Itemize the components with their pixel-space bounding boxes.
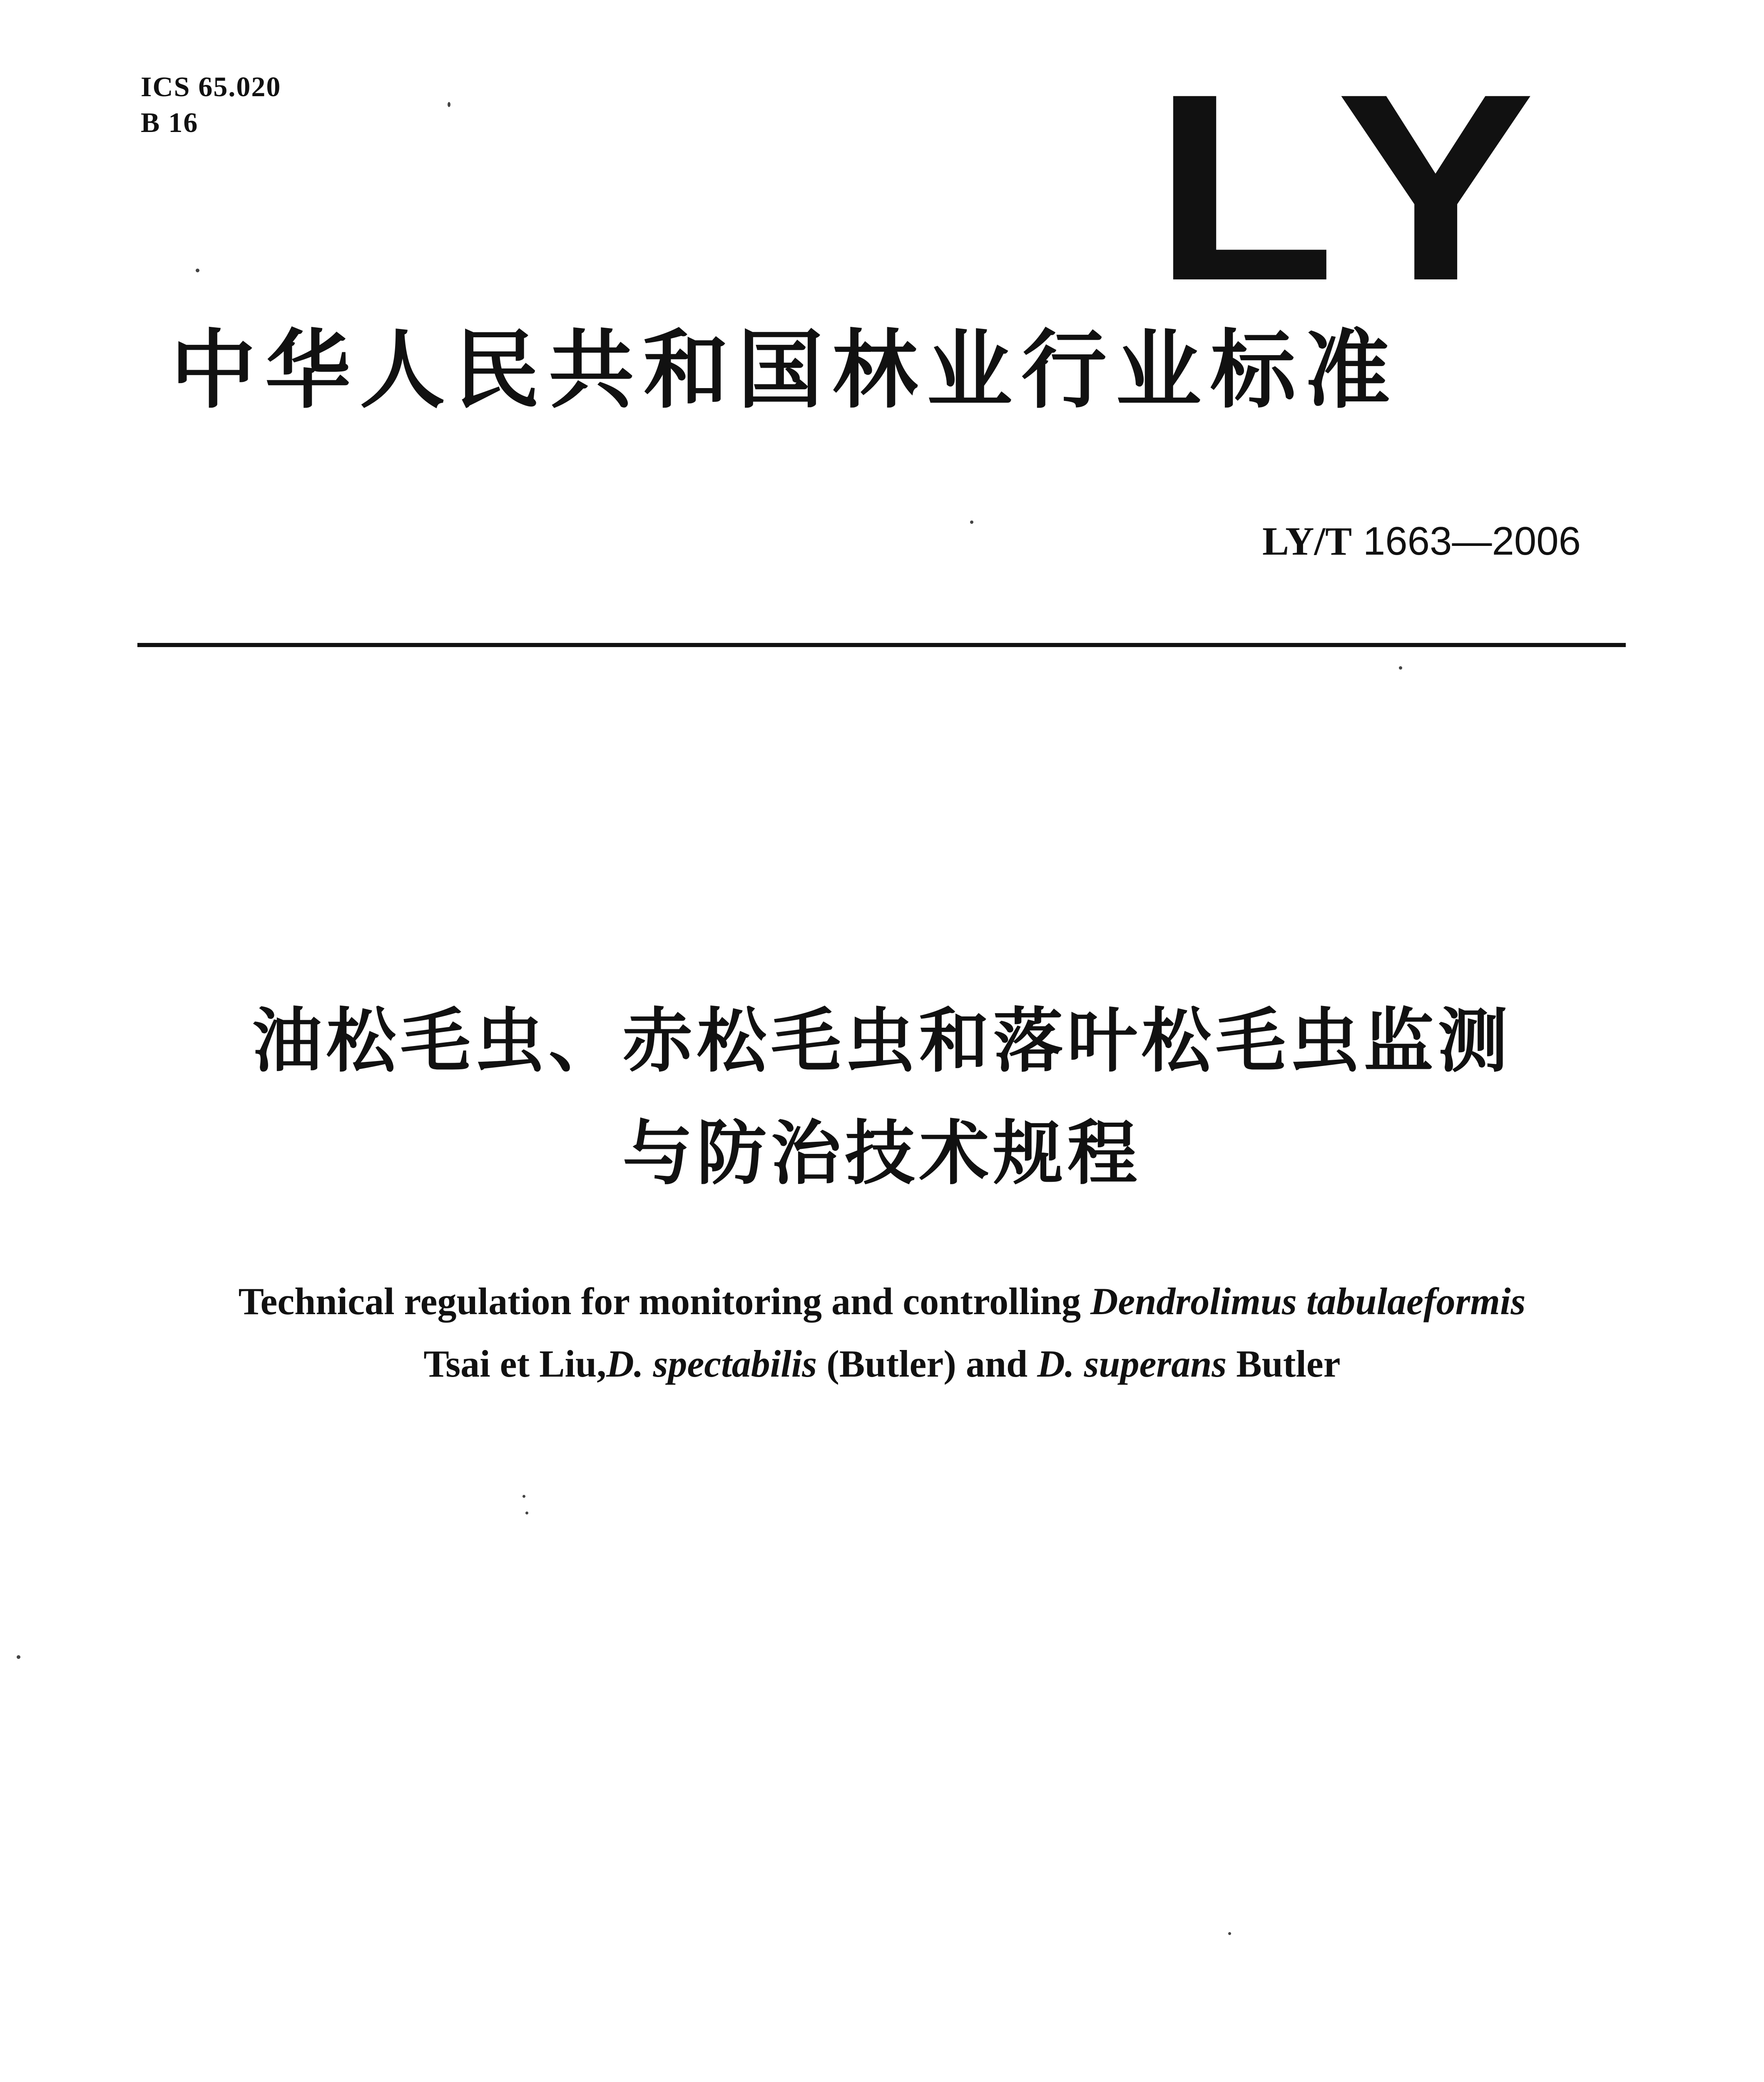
scan-speck — [196, 269, 199, 272]
scan-speck — [525, 1512, 528, 1514]
ccs-code: B 16 — [141, 107, 199, 138]
scan-speck — [522, 1495, 525, 1498]
ly-logo: LY — [1153, 38, 1563, 336]
scan-speck — [448, 102, 450, 107]
english-title-line-1 — [0, 1270, 1764, 1332]
header-divider — [137, 643, 1626, 647]
author-butler: Butler — [1236, 1342, 1341, 1385]
scan-speck — [1228, 1932, 1231, 1935]
species-name-spectabilis: D. spectabilis — [606, 1342, 817, 1385]
standard-type-heading: 中华人民共和国林业行业标准 — [171, 321, 1399, 420]
author-tsai-liu: Tsai et Liu, — [423, 1342, 607, 1385]
standard-code — [1262, 516, 1581, 566]
english-title-text: Technical regulation for monitoring and controlling — [238, 1280, 1081, 1322]
standard-code-number: 1663—2006 — [1363, 519, 1581, 563]
standard-code-prefix: LY/T — [1262, 519, 1352, 563]
chinese-title-line-1: 油松毛虫、赤松毛虫和落叶松毛虫监测 — [252, 1000, 1512, 1082]
scan-speck — [970, 520, 973, 524]
english-title-line-2 — [0, 1332, 1764, 1395]
chinese-title-line-2: 与防治技术规程 — [622, 1113, 1142, 1194]
author-butler-and: (Butler) and — [826, 1342, 1028, 1385]
scan-speck — [1399, 666, 1402, 670]
scan-speck — [17, 1655, 20, 1659]
species-name-superans: D. superans — [1037, 1342, 1227, 1385]
classification-codes — [141, 69, 281, 140]
species-name-tabulaeformis: Dendrolimus tabulaeformis — [1090, 1280, 1526, 1322]
ics-code: ICS 65.020 — [141, 71, 281, 102]
